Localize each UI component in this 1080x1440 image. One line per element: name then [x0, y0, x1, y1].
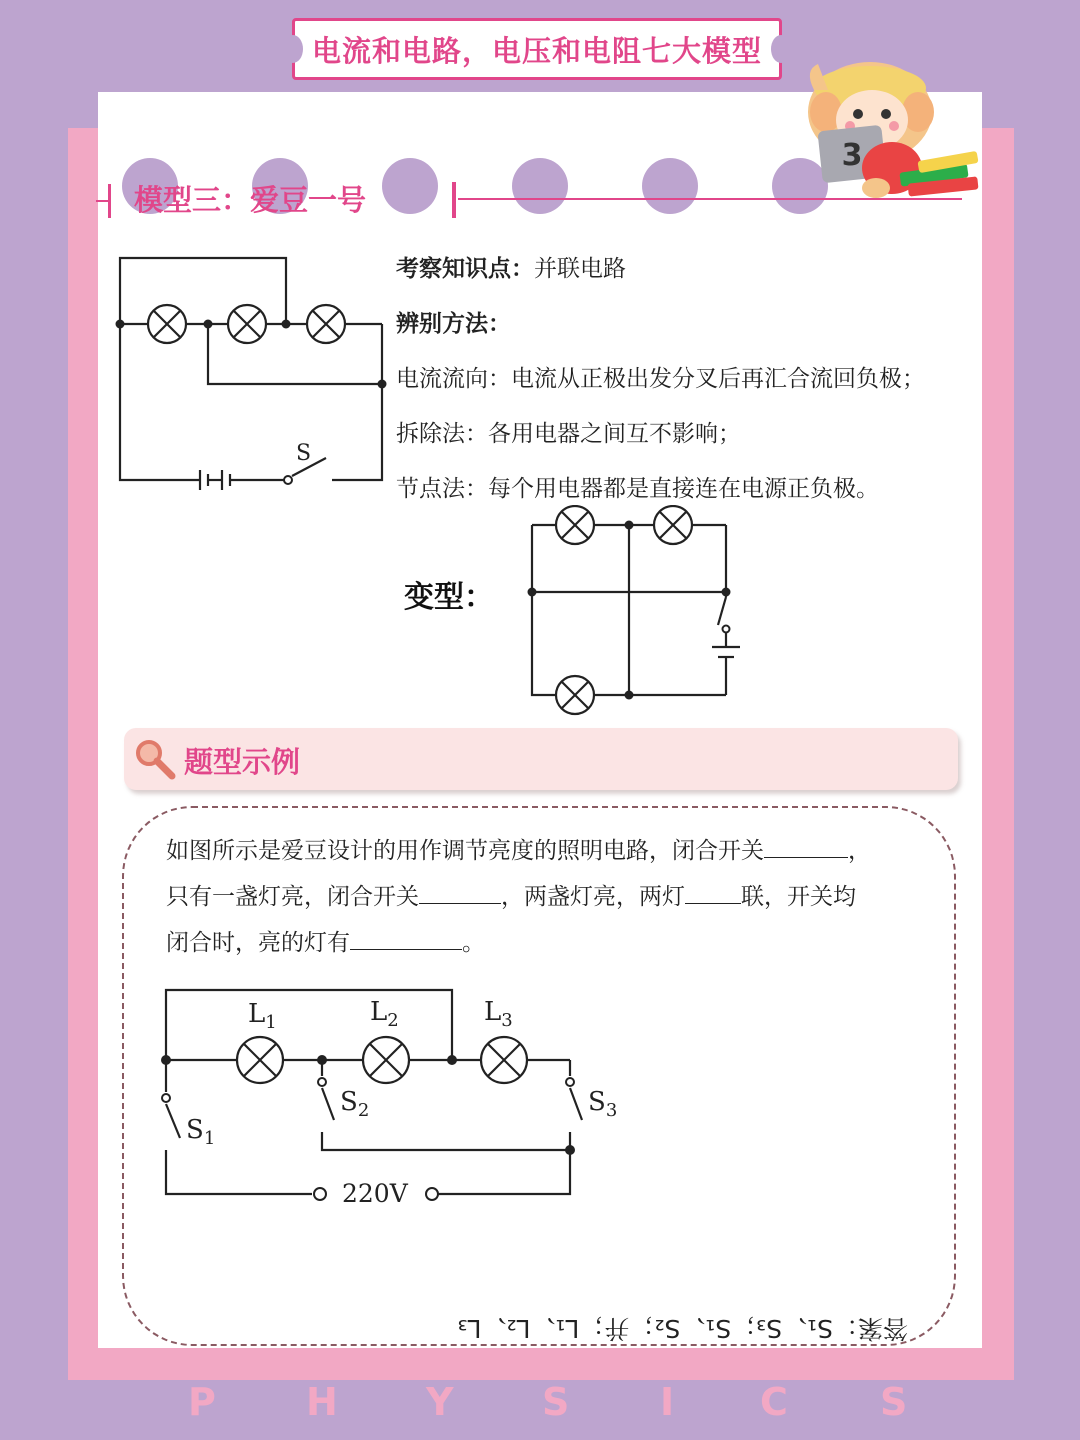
lamp-icon — [556, 506, 594, 544]
footer-letter: S — [880, 1380, 908, 1424]
circuit-diagram-variant — [520, 505, 750, 720]
header-title-box — [292, 18, 782, 80]
knowledge-point — [396, 250, 626, 283]
footer-letter: Y — [426, 1380, 454, 1424]
question-text: ，两盏灯亮，两灯 — [501, 884, 685, 910]
current-direction-text: 电流从正极出发分叉后再汇合流回负极； — [511, 366, 925, 392]
question-text: 闭合时，亮的灯有 — [166, 930, 350, 956]
section-title: 题型示例 — [184, 745, 301, 779]
circuit-diagram-main — [112, 250, 402, 500]
answer-blank[interactable] — [764, 832, 848, 858]
footer-letter: C — [760, 1380, 788, 1424]
question-punct: 。 — [462, 930, 485, 956]
question-text: 只有一盏灯亮，闭合开关 — [166, 884, 419, 910]
upside-down-answer: 答案：S₁、S₃；S₁、S₂；并；L₁、L₂、L₃ — [457, 1314, 908, 1343]
switch-label-s2: $S_2$ — [340, 1087, 370, 1121]
voltage-label: 220V — [342, 1179, 408, 1208]
method-label: 辨别方法： — [396, 311, 511, 337]
footer-letter: S — [542, 1380, 570, 1424]
node-method — [396, 470, 879, 503]
lamp-icon — [654, 506, 692, 544]
node-method-text: 每个用电器都是直接连在电源正负极。 — [488, 476, 879, 502]
answer-blank[interactable] — [350, 924, 462, 950]
switch-label-s1: $S_1$ — [186, 1115, 216, 1149]
variant-label: 变型： — [404, 580, 494, 615]
removal-method-text: 各用电器之间互不影响； — [488, 421, 741, 447]
question-line-1 — [166, 832, 871, 865]
footer-letter: H — [306, 1380, 338, 1424]
page-title: 电流和电路，电压和电阻七大模型 — [311, 33, 762, 68]
answer-blank[interactable] — [419, 878, 501, 904]
lamp-icon — [556, 676, 594, 714]
switch-label-s3: $S_3$ — [588, 1087, 618, 1121]
footer-letter: I — [660, 1380, 675, 1424]
title-decor-bar — [108, 184, 111, 218]
title-decor-bar — [452, 182, 456, 218]
lamp-icon — [148, 305, 186, 343]
lamp-icon — [228, 305, 266, 343]
mascot-badge-number: 3 — [841, 138, 863, 173]
knowledge-point-label: 考察知识点： — [396, 256, 534, 282]
lamp-label-l1: $L_1$ — [248, 999, 277, 1033]
lamp-icon — [237, 1037, 283, 1083]
removal-method-label: 拆除法： — [396, 421, 488, 447]
question-line-3 — [166, 924, 485, 957]
circuit-diagram-example — [150, 980, 640, 1210]
question-punct: ， — [848, 838, 871, 864]
removal-method — [396, 415, 741, 448]
monkey-mascot-icon — [800, 50, 990, 210]
method-heading — [396, 305, 511, 338]
knowledge-point-value: 并联电路 — [534, 256, 626, 282]
lamp-icon — [363, 1037, 409, 1083]
footer-letter: P — [188, 1380, 216, 1424]
switch-label: S — [296, 441, 312, 466]
question-text: 联，开关均 — [741, 884, 856, 910]
current-direction — [396, 360, 925, 393]
punch-hole — [382, 158, 438, 214]
lamp-label-l2: $L_2$ — [370, 997, 399, 1031]
magnifier-icon — [134, 738, 176, 780]
lamp-icon — [307, 305, 345, 343]
question-line-2 — [166, 878, 856, 911]
node-method-label: 节点法： — [396, 476, 488, 502]
current-direction-label: 电流流向： — [396, 366, 511, 392]
punch-hole — [512, 158, 568, 214]
punch-hole — [642, 158, 698, 214]
lamp-label-l3: $L_3$ — [484, 997, 513, 1031]
lamp-icon — [481, 1037, 527, 1083]
model-title: 模型三：爱豆一号 — [134, 183, 367, 217]
answer-blank[interactable] — [685, 878, 741, 904]
question-text: 如图所示是爱豆设计的用作调节亮度的照明电路，闭合开关 — [166, 838, 764, 864]
title-decor-line — [458, 198, 962, 200]
